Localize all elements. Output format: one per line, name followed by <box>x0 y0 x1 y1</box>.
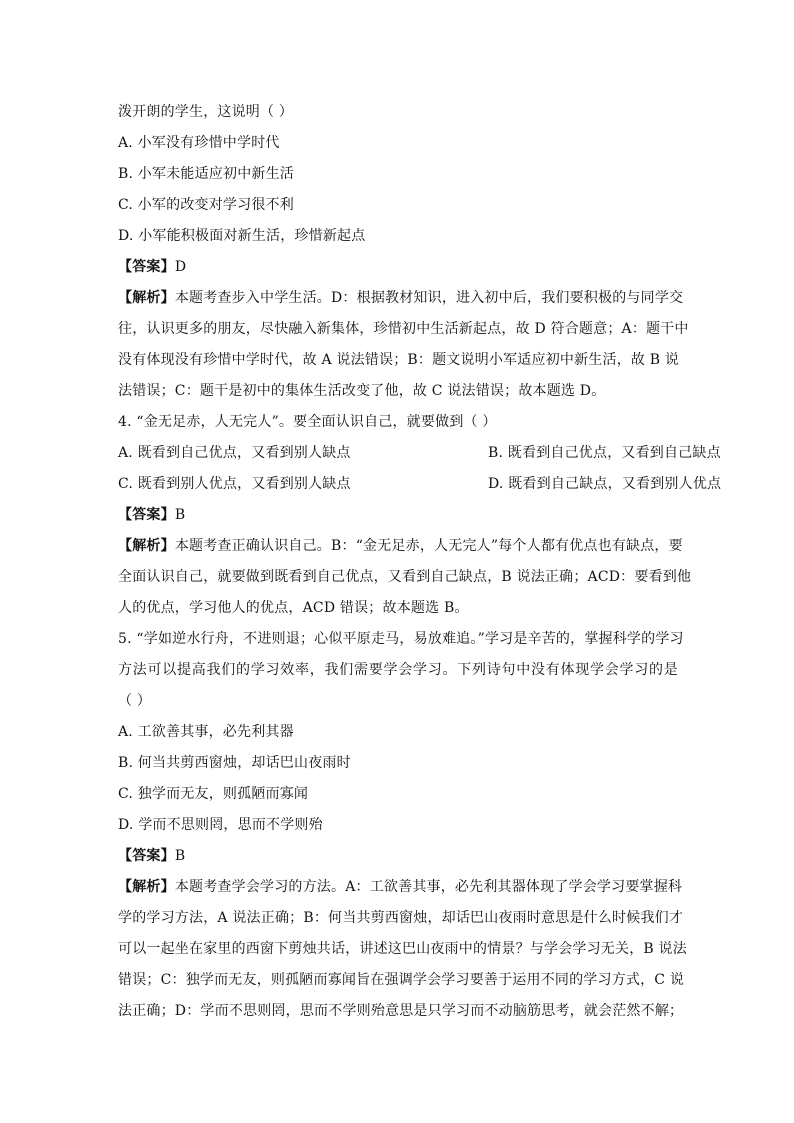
question-4-stem: 4. “金无足赤，人无完人”。要全面认识自己，就要做到（ ） <box>118 414 497 430</box>
q3-analysis-line-2: 往，认识更多的朋友，尽快融入新集体，珍惜初中生活新起点，故 D 符合题意；A：题干中 <box>118 321 689 337</box>
q3-option-c: C. 小军的改变对学习很不利 <box>118 197 294 213</box>
q3-option-d: D. 小军能积极面对新生活，珍惜新起点 <box>118 228 366 244</box>
answer-value: B <box>174 507 186 523</box>
analysis-tag: 【解析】 <box>118 290 175 306</box>
q3-analysis-line-3: 没有体现没有珍惜中学时代，故 A 说法错误；B：题文说明小军适应初中新生活，故 B 说 <box>118 352 680 368</box>
q4-options-row-2 <box>118 474 722 494</box>
analysis-tag: 【解析】 <box>118 879 175 895</box>
q4-analysis-line-3: 人的优点，学习他人的优点，ACD 错误；故本题选 B。 <box>118 600 469 616</box>
q5-analysis-line-3: 可以一起坐在家里的西窗下剪烛共话，讲述这巴山夜雨中的情景？与学会学习无关，B 说法 <box>118 941 687 957</box>
answer-value: D <box>174 259 187 275</box>
q5-analysis-line-2: 学的学习方法，A 说法正确；B：何当共剪西窗烛，却话巴山夜雨时意思是什么时候我们才 <box>118 910 684 926</box>
q4-option-c: C. 既看到别人优点，又看到别人缺点 <box>118 476 351 492</box>
q5-analysis-line-4: 错误；C：独学而无友，则孤陋而寡闻旨在强调学会学习要善于运用不同的学习方式，C 说 <box>118 972 685 988</box>
q3-analysis-line-1 <box>118 288 684 308</box>
q5-option-a: A. 工欲善其事，必先利其器 <box>118 724 294 740</box>
answer-tag: 【答案】 <box>118 259 175 275</box>
analysis-text: 本题考查学会学习的方法。A：工欲善其事，必先利其器体现了学会学习要掌握科 <box>174 879 683 895</box>
q3-option-a: A. 小军没有珍惜中学时代 <box>118 135 280 151</box>
q5-analysis-line-5: 法正确；D：学而不思则罔，思而不学则殆意思是只学习而不动脑筋思考，就会茫然不解； <box>118 1003 684 1019</box>
q4-analysis-line-2: 全面认识自己，就要做到既看到自己优点，又看到自己缺点，B 说法正确；ACD：要看到他 <box>118 569 692 585</box>
q4-options-row-1 <box>118 443 721 463</box>
q4-option-d: D. 既看到自己缺点，又看到别人优点 <box>488 476 722 492</box>
analysis-tag: 【解析】 <box>118 538 175 554</box>
answer-tag: 【答案】 <box>118 507 175 523</box>
q5-option-b: B. 何当共剪西窗烛，却话巴山夜雨时 <box>118 755 351 771</box>
question-5-stem-line-1: 5. “学如逆水行舟，不进则退；心似平原走马，易放难追。”学习是辛苦的，掌握科学的学习 <box>118 631 684 647</box>
q4-option-b: B. 既看到自己优点，又看到自己缺点 <box>488 445 721 461</box>
question-3-stem-end: 泼开朗的学生，这说明（ ） <box>118 104 294 120</box>
question-5-stem-line-2: 方法可以提高我们的学习效率，我们需要学会学习。下列诗句中没有体现学会学习的是 <box>118 662 678 678</box>
q4-analysis-line-1 <box>118 536 683 556</box>
answer-tag: 【答案】 <box>118 848 175 864</box>
q5-option-d: D. 学而不思则罔，思而不学则殆 <box>118 817 323 833</box>
q4-answer <box>118 505 185 525</box>
answer-value: B <box>174 848 186 864</box>
q3-answer <box>118 257 186 277</box>
q4-option-a: A. 既看到自己优点，又看到别人缺点 <box>118 445 351 461</box>
analysis-text: 本题考查步入中学生活。D：根据教材知识，进入初中后，我们要积极的与同学交 <box>174 290 684 306</box>
q5-answer <box>118 846 185 866</box>
q5-analysis-line-1 <box>118 877 683 897</box>
q5-option-c: C. 独学而无友，则孤陋而寡闻 <box>118 786 309 802</box>
analysis-text: 本题考查正确认识自己。B：“金无足赤，人无完人”每个人都有优点也有缺点，要 <box>174 538 683 554</box>
question-5-stem-line-3: （ ） <box>118 693 152 709</box>
q3-option-b: B. 小军未能适应初中新生活 <box>118 166 294 182</box>
q3-analysis-line-4: 法错误；C：题干是初中的集体生活改变了他，故 C 说法错误；故本题选 D。 <box>118 383 606 399</box>
